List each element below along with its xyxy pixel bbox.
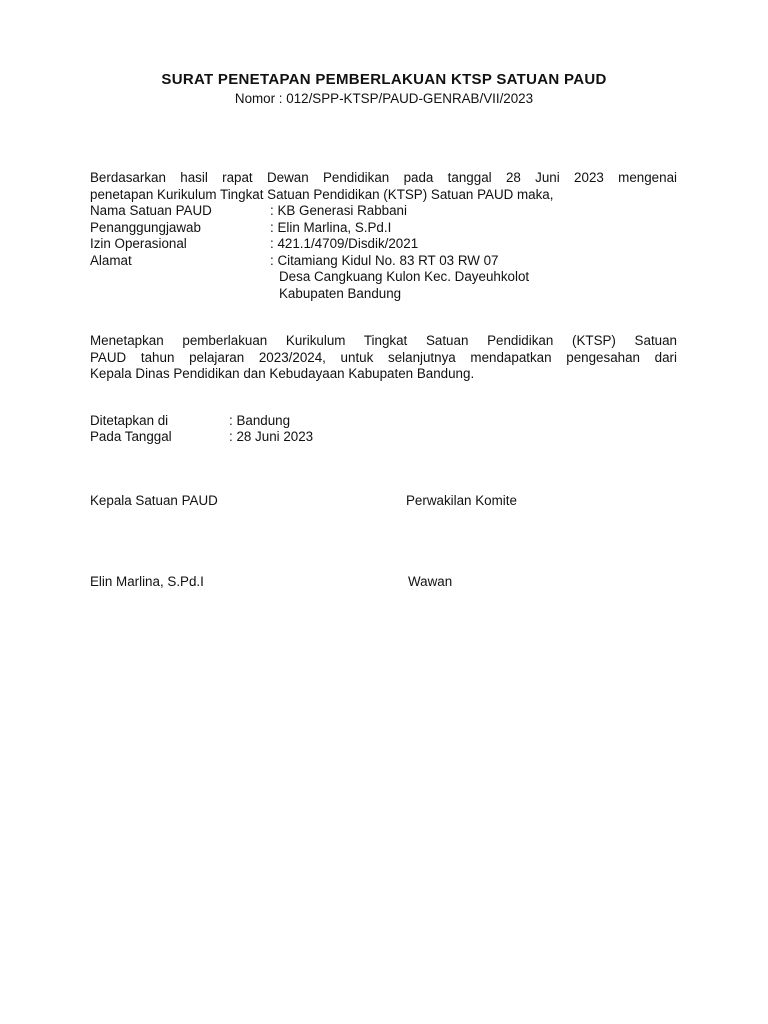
decision-line-1: Menetapkan pemberlakuan Kurikulum Tingkat Satuan Pendidikan (KTSP) Satuan	[90, 333, 677, 348]
intro-line-2: penetapan Kurikulum Tingkat Satuan Pendidikan (KTSP) Satuan PAUD maka,	[90, 186, 554, 202]
izin-label: Izin Operasional	[90, 236, 187, 251]
intro-line-1: Berdasarkan hasil rapat Dewan Pendidikan pada tanggal 28 Juni 2023 mengenai	[90, 170, 677, 185]
date-row	[90, 429, 314, 446]
detail-row-izin	[90, 236, 419, 253]
signature-right-role: Perwakilan Komite	[406, 493, 517, 508]
document-number: Nomor : 012/SPP-KTSP/PAUD-GENRAB/VII/2023	[234, 91, 534, 106]
alamat-label: Alamat	[90, 252, 132, 268]
signature-left-role: Kepala Satuan PAUD	[90, 493, 218, 508]
detail-row-alamat	[90, 252, 499, 270]
decision-line-2: PAUD tahun pelajaran 2023/2024, untuk selanjutnya mendapatkan pengesahan dari	[90, 349, 677, 365]
place-row	[90, 412, 291, 430]
decision-line-3: Kepala Dinas Pendidikan dan Kebudayaan Kabupaten Bandung.	[90, 366, 475, 381]
place-value: : Bandung	[229, 412, 291, 428]
signature-left-name: Elin Marlina, S.Pd.I	[90, 574, 204, 589]
alamat-value: : Citamiang Kidul No. 83 RT 03 RW 07	[270, 252, 499, 268]
nama-label: Nama Satuan PAUD	[90, 203, 212, 218]
nama-value: : KB Generasi Rabbani	[270, 203, 407, 218]
pj-value: : Elin Marlina, S.Pd.I	[270, 219, 392, 235]
izin-value: : 421.1/4709/Disdik/2021	[270, 236, 419, 251]
document-title: SURAT PENETAPAN PEMBERLAKUAN KTSP SATUAN PAUD	[161, 71, 607, 88]
alamat-line-3: Kabupaten Bandung	[279, 285, 402, 301]
alamat-line-2: Desa Cangkuang Kulon Kec. Dayeuhkolot	[279, 269, 530, 284]
date-label: Pada Tanggal	[90, 429, 172, 444]
signature-right-name: Wawan	[408, 574, 453, 589]
detail-row-nama	[90, 203, 407, 220]
date-value: : 28 Juni 2023	[229, 429, 314, 444]
place-label: Ditetapkan di	[90, 412, 169, 428]
detail-row-pj	[90, 219, 392, 237]
pj-label: Penanggungjawab	[90, 219, 201, 235]
